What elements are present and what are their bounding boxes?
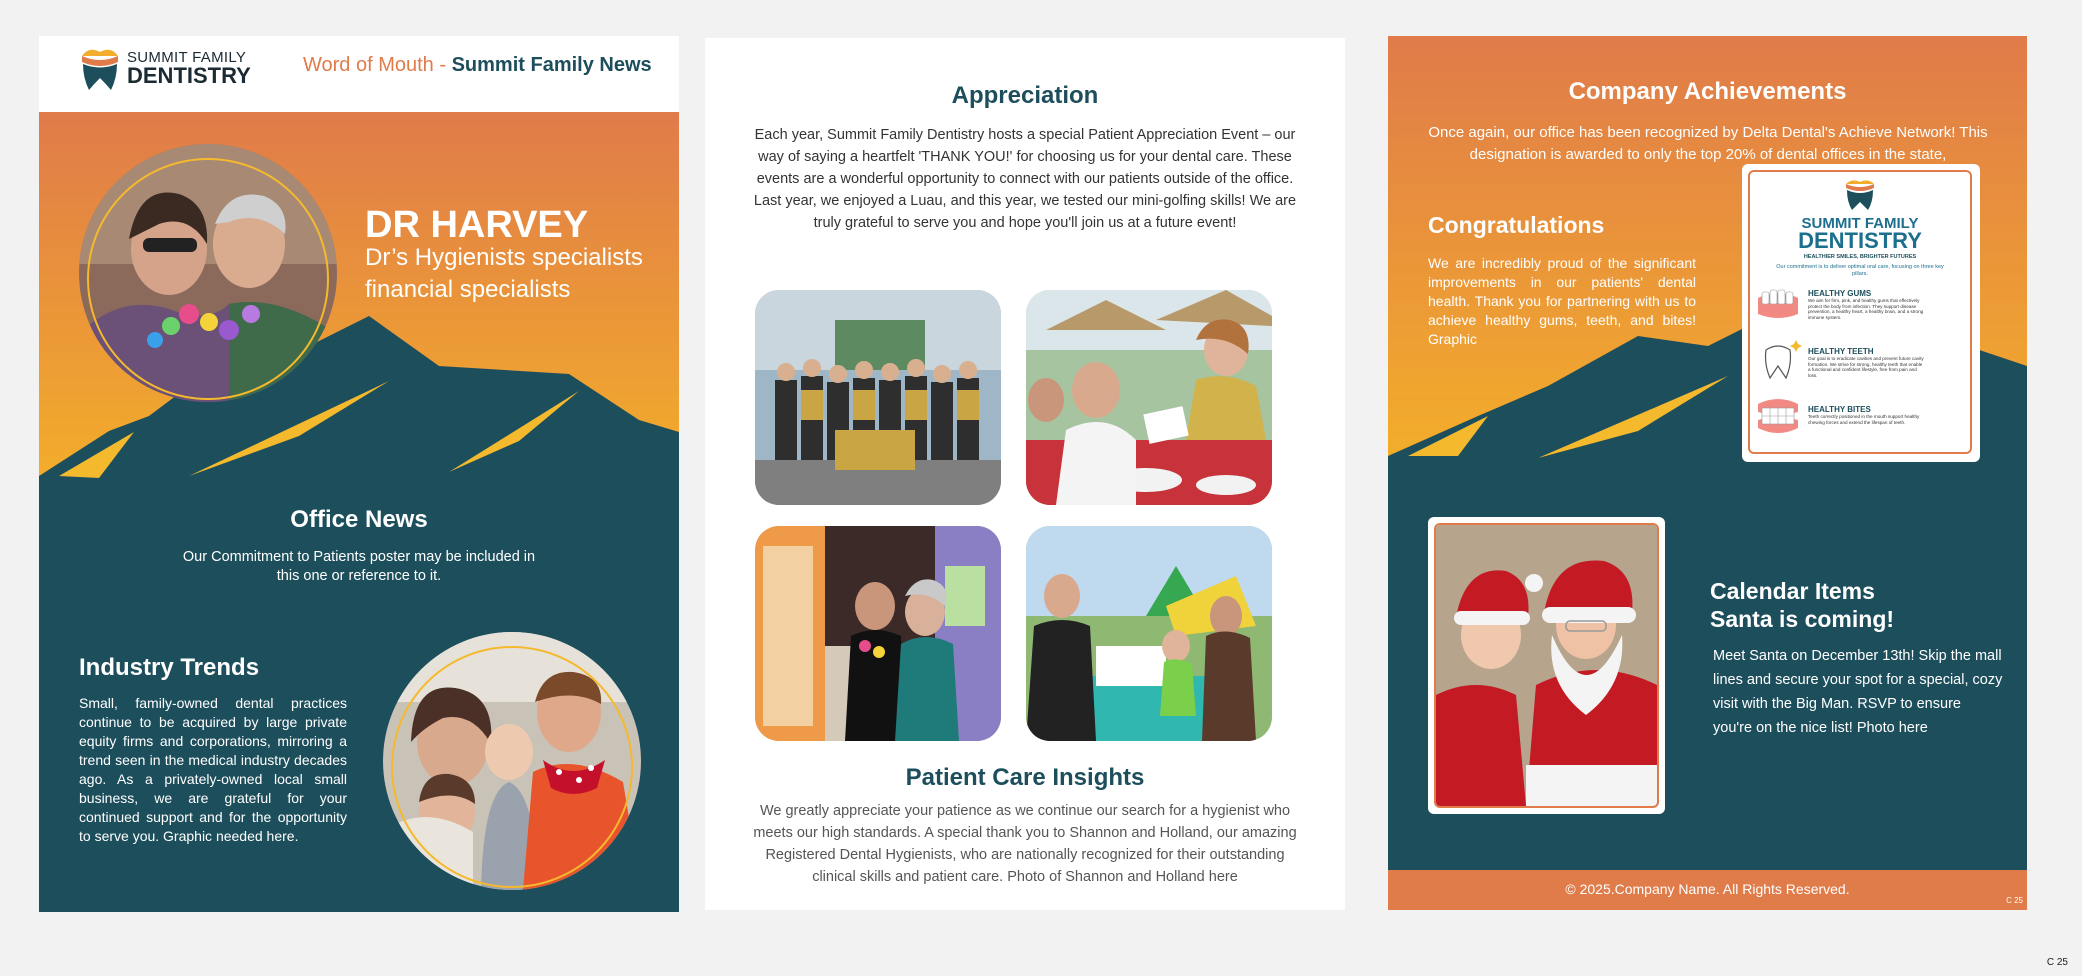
pillar-text-3: Teeth correctly positioned in the mouth support healthy chewing forces and extend the lifespan of teeth. xyxy=(1808,414,1920,425)
tooth-icon xyxy=(1766,340,1803,378)
event-photo-outdoor xyxy=(1026,526,1272,741)
commitment-poster xyxy=(1742,164,1980,462)
patient-care-insights-title: Patient Care Insights xyxy=(905,764,1145,791)
photo-ring xyxy=(87,158,329,400)
tooth-logo-icon xyxy=(79,44,121,92)
newsletter-page-3 xyxy=(1388,36,2027,910)
congratulations-title: Congratulations xyxy=(1428,212,1605,238)
footer-code: C 25 xyxy=(2006,896,2023,905)
photo-ring xyxy=(391,646,633,888)
newsletter-title-part-1: Word of Mouth xyxy=(303,54,434,76)
office-news-body: Our Commitment to Patients poster may be included in this one or reference to it. xyxy=(182,549,536,584)
doctor-subtitle-1: Dr’s Hygienists specialists xyxy=(365,244,643,271)
poster-brand-1: SUMMIT FAMILY xyxy=(1801,215,1919,232)
pillar-title-1: HEALTHY GUMS xyxy=(1808,289,1872,298)
newsletter-title xyxy=(303,54,652,77)
newsletter-page-2 xyxy=(705,38,1345,910)
newsletter-page-1 xyxy=(39,36,679,912)
santa-coming-title: Santa is coming! xyxy=(1710,606,1895,632)
newsletter-title-separator: - xyxy=(433,54,452,76)
gums-icon xyxy=(1758,290,1798,318)
logo-line-1: SUMMIT FAMILY xyxy=(127,48,247,66)
page-code: C 25 xyxy=(2046,957,2068,968)
industry-trends-title: Industry Trends xyxy=(79,654,260,681)
pillar-title-2: HEALTHY TEETH xyxy=(1808,347,1874,356)
event-photo-table xyxy=(1026,290,1272,505)
logo-line-2: DENTISTRY xyxy=(127,62,251,88)
pillar-title-3: HEALTHY BITES xyxy=(1808,405,1871,414)
poster-intro: Our commitment is to deliver optimal oral care, focusing on three key pillars. xyxy=(1776,264,1944,277)
congratulations-body: We are incredibly proud of the significant improvements in our patients' dental health. Thank you for partnering with us to achieve healthy gums, teeth, and bites! Graphic xyxy=(1428,255,1696,347)
industry-trends-body: Small, family-owned dental practices continue to be acquired by large private equity firms and corporations, mirroring a trend seen in the medical industry decades ago. As a privately-owned local small business, we are grateful for your continued support and for the opportunity to serve you. Graphic needed here. xyxy=(79,695,347,844)
poster-tagline: HEALTHIER SMILES, BRIGHTER FUTURES xyxy=(1803,254,1917,260)
calendar-items-body: Meet Santa on December 13th! Skip the mall lines and secure your spot for a special, cozy visit with the Big Man. RSVP to ensure you're on the nice list! Photo here xyxy=(1713,648,2003,736)
newsletter-title-part-2: Summit Family News xyxy=(451,54,652,76)
doctor-subtitle-2: financial specialists xyxy=(365,276,571,303)
pillar-text-1: We aim for firm, pink, and healthy gums that effectively protect the body from infection. They support disease prevention, a healthy heart, a healthy brain, and a strong immune system. xyxy=(1808,298,1924,320)
office-news-title: Office News xyxy=(290,506,428,533)
copyright-text: © 2025.Company Name. All Rights Reserved. xyxy=(1565,881,1850,897)
calendar-items-title: Calendar Items xyxy=(1710,578,1875,604)
doctor-name: DR HARVEY xyxy=(365,204,589,246)
santa-photo-frame xyxy=(1428,517,1665,814)
page-footer xyxy=(1388,870,2027,910)
event-photo-group xyxy=(755,290,1001,505)
pillar-text-2: Our goal is to eradicate cavities and prevent future cavity formation. We strive for strong, healthy teeth that enable a functional and confident lifestyle, free from pain and loss. xyxy=(1808,356,1924,378)
company-achievements-title: Company Achievements xyxy=(1568,78,1847,105)
poster-content xyxy=(1750,172,1970,452)
event-photo-truck xyxy=(755,526,1001,741)
company-achievements-body: Once again, our office has been recognized by Delta Dental's Achieve Network! This designation is awarded to only the top 20% of dental offices in the state, xyxy=(1428,124,1988,163)
appreciation-body: Each year, Summit Family Dentistry hosts a special Patient Appreciation Event – our way of saying a heartfelt 'THANK YOU!' for choosing us for your dental care. These events are a wonderful opportunity to connect with our patients outside of the office. Last year, we enjoyed a Luau, and this year, we tested our mini-golfing skills! We are truly grateful to serve you and hope you'll join us at a future event! xyxy=(753,127,1297,231)
patient-care-insights-body: We greatly appreciate your patience as we continue our search for a hygienist who meets our high standards. A special thank you to Shannon and Holland, our amazing Registered Dental Hygienists, who are nationally recognized for their outstanding clinical skills and patient care. Photo of Shannon and Holland here xyxy=(753,803,1297,885)
poster-brand-2: DENTISTRY xyxy=(1798,228,1922,253)
santa-photo xyxy=(1434,523,1659,808)
appreciation-title: Appreciation xyxy=(951,82,1099,109)
bite-icon xyxy=(1758,399,1798,433)
company-logo xyxy=(79,44,251,92)
